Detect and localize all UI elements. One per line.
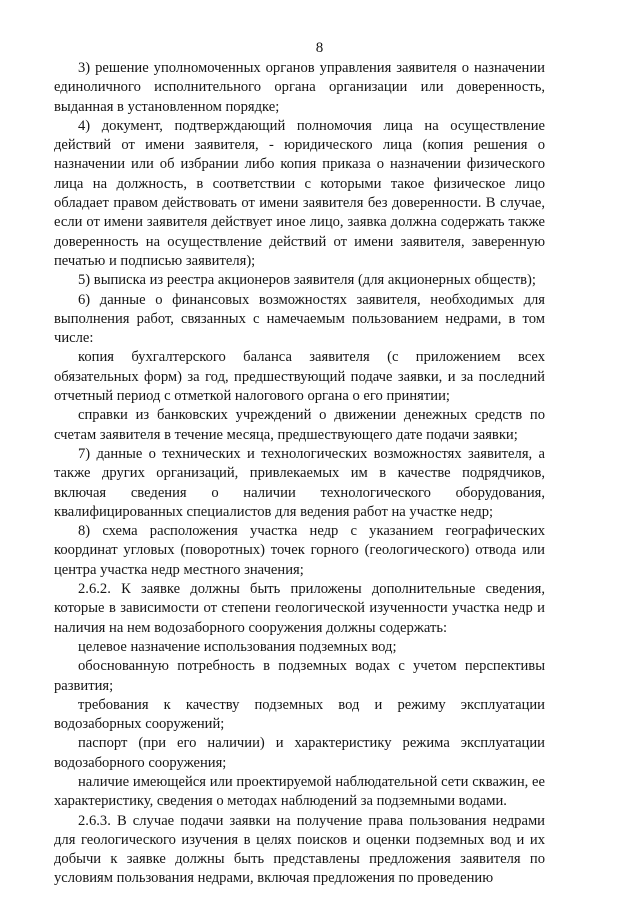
paragraph-item-7: 7) данные о технических и технологических возможностях заявителя, а также других организаций, привлекаемых им в качестве подрядчиков, включая сведения о наличии технологического оборудования, квалифицированных специалистов для ведения работ на участке недр; (54, 445, 545, 520)
paragraph-item-8: 8) схема расположения участка недр с указанием географических координат угловых (поворотных) точек горного (геологического) отвода или центра участка недр местного значения; (54, 523, 545, 578)
paragraph-item-6: 6) данные о финансовых возможностях заявителя, необходимых для выполнения работ, связанных с намечаемым пользованием недрами, в том числе: (54, 291, 545, 347)
paragraph-item-3: 3) решение уполномоченных органов управления заявителя о назначении единоличного исполнительного органа организации или доверенность, выданная в установленном порядке; (54, 60, 545, 115)
paragraph-2-6-3: 2.6.3. В случае подачи заявки на получение права пользования недрами для геологического изучения в целях поисков и оценки подземных вод и их добычи к заявке должны быть представлены предложения заявителя по условиям пользования недрами, включая предложения по проведению (54, 812, 545, 887)
paragraph-2-6-2: 2.6.2. К заявке должны быть приложены дополнительные сведения, которые в зависимости от степени геологической изученности участка недр и наличия на нем водозаборного сооружения должны содержать: (54, 581, 545, 636)
document-body (54, 59, 545, 889)
paragraph-bank-statements: справки из банковских учреждений о движении денежных средств по счетам заявителя в течение месяца, предшествующего дате подачи заявки; (54, 407, 545, 443)
paragraph-observation-network: наличие имеющейся или проектируемой наблюдательной сети скважин, ее характеристику, сведения о методах наблюдений за подземными водами. (54, 773, 545, 810)
paragraph-balance-copy: копия бухгалтерского баланса заявителя (с приложением всех обязательных форм) за год, предшествующий подаче заявки, и за последний отчетный период с отметкой налогового органа о его принятии; (54, 349, 545, 405)
page-number: 8 (315, 40, 324, 56)
paragraph-passport: паспорт (при его наличии) и характеристику режима эксплуатации водозаборного сооружения; (54, 735, 545, 771)
paragraph-item-4: 4) документ, подтверждающий полномочия лица на осуществление действий от имени заявителя, - юридического лица (копия решения о назначении или об избрании либо копия приказа о назначении физического лица на должность, в соответствии с которыми такое физическое лицо обладает правом действовать от имени заявителя без доверенности. В случае, если от имени заявителя действует иное лицо, заявка должна содержать также доверенность на осуществление действий от имени заявителя, заверенную печатью и подписью заявителя); (54, 117, 545, 269)
paragraph-quality-requirements: требования к качеству подземных вод и режиму эксплуатации водозаборных сооружений; (54, 696, 545, 733)
paragraph-justified-need: обоснованную потребность в подземных водах с учетом перспективы развития; (54, 658, 545, 694)
paragraph-item-5: 5) выписка из реестра акционеров заявителя (для акционерных обществ); (78, 272, 536, 289)
paragraph-target-purpose: целевое назначение использования подземных вод; (78, 638, 397, 655)
